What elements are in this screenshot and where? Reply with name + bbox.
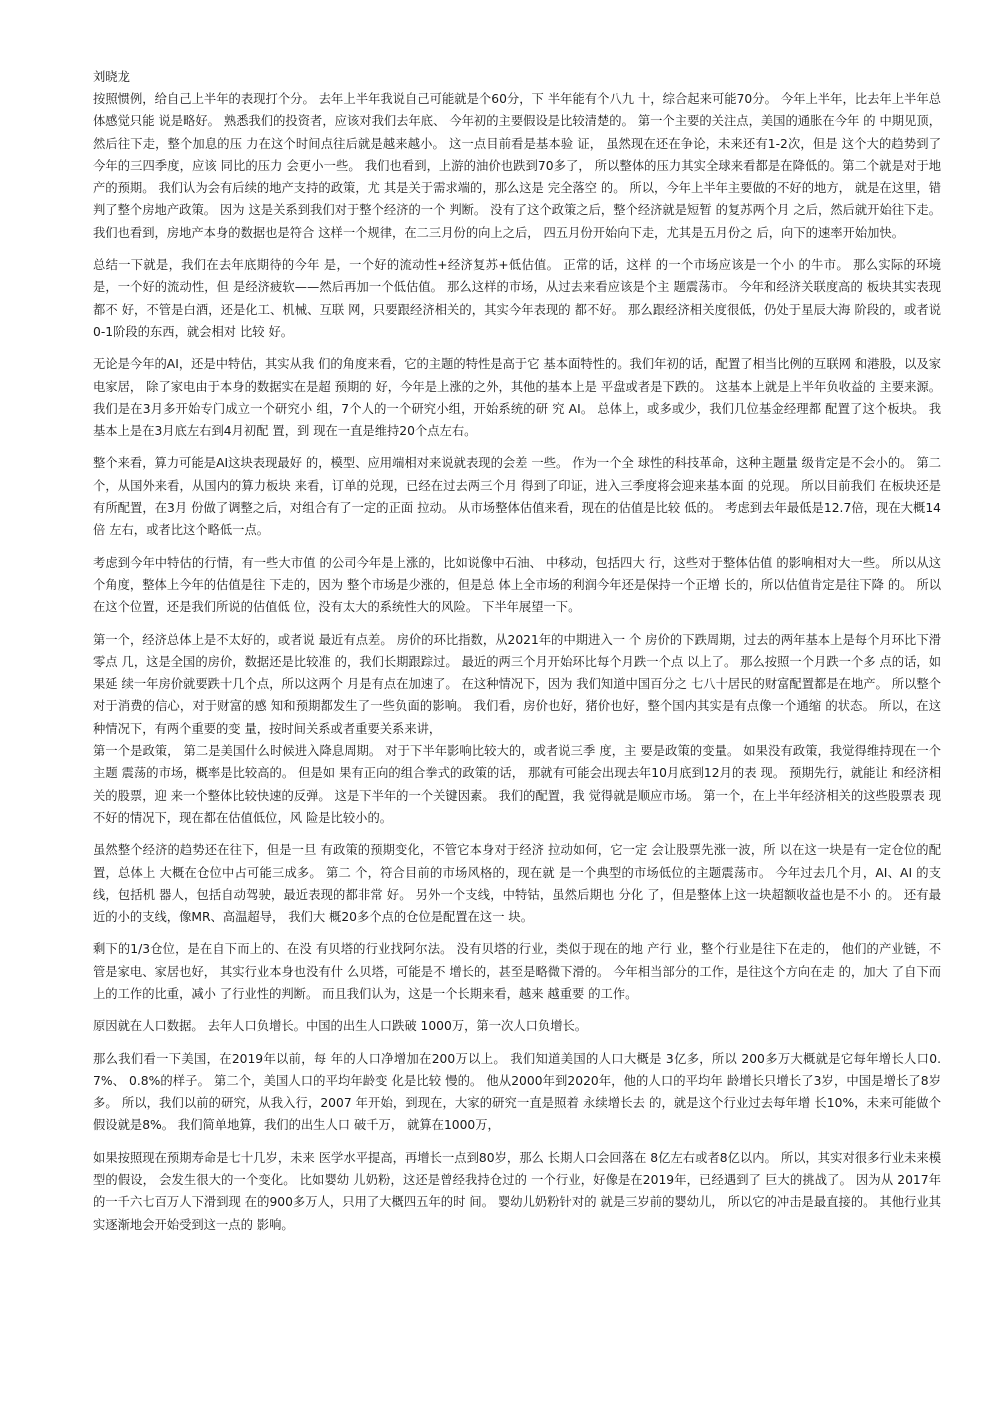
paragraph-valuation: 考虑到今年中特估的行情，有一些大市值 的公司今年是上涨的，比如说像中石油、 中移动，包括四大 行，这些对于整体估值 的影响相对大一些。 所以从这个角度，整体上今年的估值是往 下走的，因为 整个市场是少涨的，但是总 体上全市场的利润今年还是保持一个正增 长的，所以估值肯定是往下降 的。 所以在这个位置，还是我们所说的估值低 位，没有太大的系统性大的风险。 下半年展望一下。 — [93, 555, 941, 615]
paragraph-ai-theme: 无论是今年的AI，还是中特估，其实从我 们的角度来看，它的主题的特性是高于它 基本面特性的。我们年初的话，配置了相当比例的互联网 和港股，以及家电家居， 除了家电由于本身的数据实在是超 预期的 好，今年是上涨的之外，其他的基本上是 平盘或者是下跌的。 这基本上就是上半年负收益的 主要来源。 我们是在3月多开始专门成立一个研究小 组，7个人的一个研究小组，开始系统的研 究 AI。 总体上，或多或少，我们几位基金经理都 配置了这个板块。 我基本上是在3月底左右到4月初配 置，到 现在一直是维持20个点左右。 — [93, 357, 941, 439]
author-name: 刘晓龙 — [93, 70, 130, 84]
paragraph-economy: 第一个，经济总体上是不太好的，或者说 最近有点差。 房价的环比指数，从2021年的中期进入一 个 房价的下跌周期，过去的两年基本上是每个月环比下滑零点 几，这是全国的房价，数据还是比较准 的，我们长期跟踪过。 最近的两三个月开始环比每个月跌一个点 以上了。 那么按照一个月跌一个多 点的话，如果延 续一年房价就要跌十几个点，所以这两个 月是有点在加速了。 在这种情况下，因为 我们知道中国百分之 七八十居民的财富配置都是在地产。 所以整个对于消费的信心，对于财富的感 知和预期都发生了一些负面的影响。 我们看，房价也好，猪价也好，整个国内其实是有点像一个通缩 的状态。 所以，在这种情况下，有两个重要的变 量，按时间关系或者重要关系来讲， — [93, 632, 941, 736]
paragraph-population: 原因就在人口数据。 去年人口负增长。中国的出生人口跌破 1000万，第一次人口负增长。 — [93, 1019, 588, 1034]
paragraph-summary: 总结一下就是，我们在去年底期待的今年 是，一个好的流动性+经济复苏+低估值。 正常的话，这样 的一个市场应该是一个小 的牛市。 那么实际的环境是，一个好的流动性，但 是经济疲软——然后再加一个低估值。 那么这样的市场，从过去来看应该是个主 题震荡市。 今年和经济关联度高的 板块其实表现都不 好，不管是白酒，还是化工、机械、互联 网，只要跟经济相关的，其实今年表现的 都不好。 那么跟经济相关度很低，仍处于星辰大海 阶段的，或者说0-1阶段的东西，就会相对 比较 好。 — [93, 258, 941, 339]
paragraph-allocation: 虽然整个经济的趋势还在往下，但是一旦 有政策的预期变化，不管它本身对于经济 拉动如何，它一定 会让股票先涨一波，所 以在这一块是有一定仓位的配置，总体上 大概在仓位中占可能三成多。 第二 个，符合目前的市场风格的，现在就 是一个典型的市场低位的主题震荡市。 今年过去几个月，AI、AI 的支线，包括机 器人，包括自动驾驶，最近表现的都非常 好。 另外一个支线，中特钴，虽然后期也 分化 了，但是整体上这一块超额收益也是不小 的。 还有最近的小的支线，像MR、高温超导， 我们大 概20多个点的仓位是配置在这一 块。 — [93, 843, 941, 925]
paragraph-bottom-up: 剩下的1/3仓位，是在自下而上的、在没 有贝塔的行业找阿尔法。 没有贝塔的行业，类似于现在的地 产行 业，整个行业是往下在走的， 他们的产业链，不管是家电、家居也好， 其实行业本身也没有什 么贝塔，可能是不 增长的，甚至是略微下滑的。 今年相当部分的工作，是往这个方向在走 的，加大 了自下而上的工作的比重，减小 了行业性的判断。 而且我们认为，这是一个长期来看，越来 越重要 的工作。 — [93, 942, 941, 1001]
paragraph-us-population: 那么我们看一下美国，在2019年以前，每 年的人口净增加在200万以上。 我们知道美国的人口大概是 3亿多，所以 200多万大概就是它每年增长人口0.7%、 0.8%的样子。 第二个，美国人口的平均年龄变 化是比较 慢的。 他从2000年到2020年，他的人口的平均年 龄增长只增长了3岁，中国是增长了8岁 多。 所以，我们以前的研究，从我入行，2007 年开始，到现在，大家的研究一直是照着 永续增长去 的，就是这个行业过去每年增 长10%，未来可能做个假设就是8%。 我们简单地算，我们的出生人口 破千万， 就算在1000万， — [93, 1051, 941, 1133]
paragraph-life-expectancy: 如果按照现在预期寿命是七十几岁，未来 医学水平提高，再增长一点到80岁，那么 长期人口会回落在 8亿左右或者8亿以内。 所以，其实对很多行业未来模型的假设， 会发生很大的一个变化。 比如婴幼 儿奶粉，这还是曾经我持仓过的 一个行业，好像是在2019年，已经遇到了 巨大的挑战了。 因为从 2017年的一千六七百万人下滑到现 在的900多万人，只用了大概四五年的时 间。 婴幼儿奶粉针对的 就是三岁前的婴幼儿， 所以它的冲击是最直接的。 其他行业其实逐渐地会开始受到这一点的 影响。 — [93, 1150, 941, 1232]
paragraph-review: 按照惯例，给自己上半年的表现打个分。 去年上半年我说自己可能就是个60分，下 半年能有个八九 十，综合起来可能70分。 今年上半年，比去年上半年总体感觉只能 说是略好。 熟悉我们的投资者，应该对我们去年底、 今年初的主要假设是比较清楚的。 第一个主要的关注点，美国的通胀在今年 的 中期见顶，然后往下走，整个加息的压 力在这个时间点往后就是越来越小。 这一点目前看是基本验 证， 虽然现在还在争论，未来还有1-2次，但是 这个大的趋势到了今年的三四季度，应该 同比的压力 会更小一些。 我们也看到，上游的油价也跌到70多了， 所以整体的压力其实全球来看都是在降低的。第二个就是对于地产的预期。 我们认为会有后续的地产支持的政策，尤 其是关于需求端的，那么这是 完全落空 的。 所以，今年上半年主要做的不好的地方， 就是在这里，错判了整个房地产政策。 因为 这是关系到我们对于整个经济的一个 判断。 没有了这个政策之后，整个经济就是短暂 的复苏两个月 之后，然后就开始往下走。 我们也看到，房地产本身的数据也是符合 这样一个规律，在二三月份的向上之后， 四五月份开始向下走，尤其是五月份之 后，向下的速率开始加快。 — [93, 92, 941, 240]
paragraph-computing-power: 整个来看，算力可能是AI这块表现最好 的，模型、应用端相对来说就表现的会差 一些。 作为一个全 球性的科技革命，这种主题量 级肯定是不会小的。 第二个，从国外来看，从国内的算力板块 来看，订单的兑现，已经在过去两三个月 得到了印证，进入三季度将会迎来基本面 的兑现。 所以目前我们 在板块还是有所配置，在3月 份做了调整之后，对组合有了一定的正面 拉动。 从市场整体估值来看，现在的估值是比较 低的。 考虑到去年最低是12.7倍，现在大概14倍 左右，或者比这个略低一点。 — [93, 456, 941, 538]
paragraph-policy: 第一个是政策， 第二是美国什么时候进入降息周期。 对于下半年影响比较大的，或者说三季 度，主 要是政策的变量。 如果没有政策，我觉得维持现在一个主题 震荡的市场，概率是比较高的。 但是如 果有正向的组合拳式的政策的话， 那就有可能会出现去年10月底到12月的表 现。 预期先行，就能让 和经济相关的股票，迎 来一个整体比较快速的反弹。 这是下半年的一个关键因素。 我们的配置，我 觉得就是顺应市场。 第一个，在上半年经济相关的这些股票表 现不好的情况下，现在都在估值低位，风 险是比较小的。 — [93, 744, 941, 825]
document-page — [93, 66, 941, 1246]
